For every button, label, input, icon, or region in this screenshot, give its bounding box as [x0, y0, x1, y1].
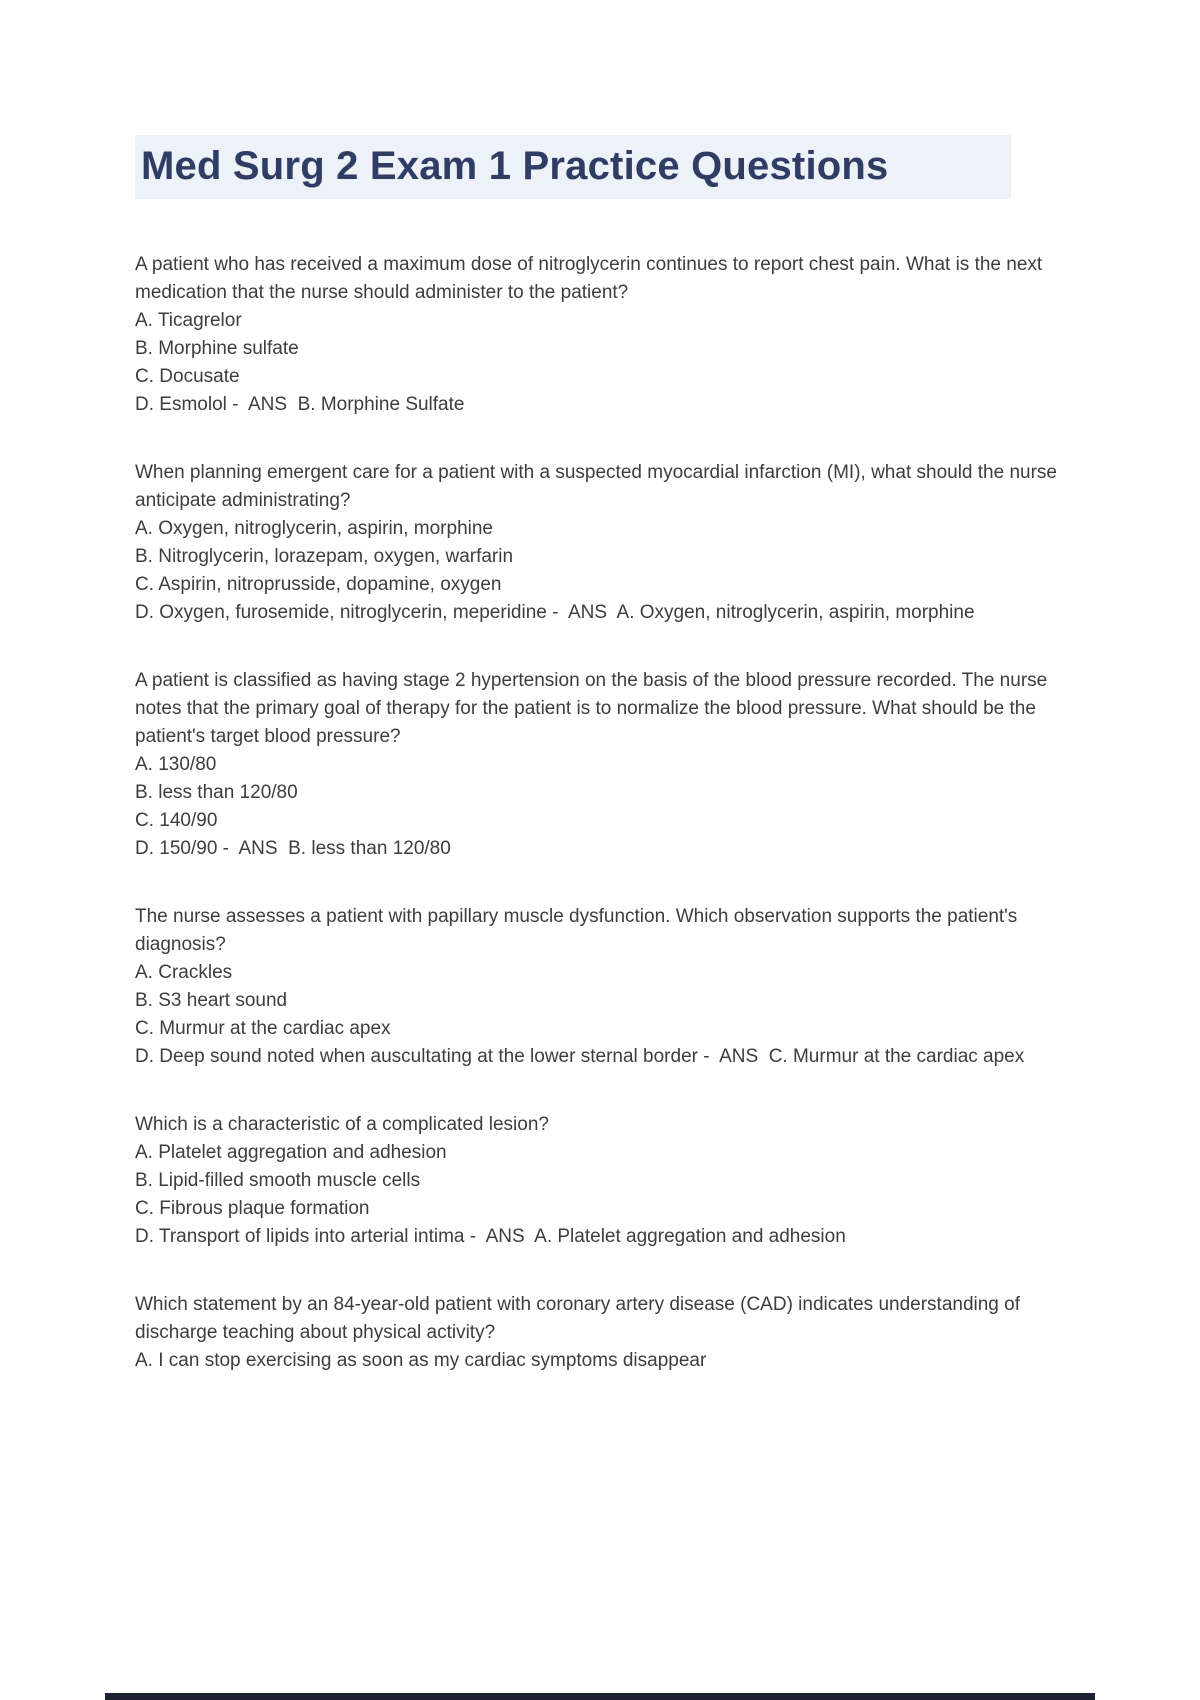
question-block-3	[135, 667, 1067, 863]
next-page-edge-bar	[105, 1693, 1095, 1700]
question-block-6	[135, 1291, 1067, 1375]
answer-option: B. S3 heart sound	[135, 990, 288, 1011]
answer-option: D. Transport of lipids into arterial intima - ANS A. Platelet aggregation and adhesion	[135, 1226, 846, 1247]
answer-option: D. Esmolol - ANS B. Morphine Sulfate	[135, 394, 465, 415]
answer-option: A. Ticagrelor	[135, 310, 242, 331]
question-text: A patient is classified as having stage 2 hypertension on the basis of the blood pressure recorded. The nurse notes that the primary goal of therapy for the patient is to normalize the blood pressure. What should be the patient's target blood pressure?	[135, 670, 1053, 747]
question-text: A patient who has received a maximum dose of nitroglycerin continues to report chest pain. What is the next medication that the nurse should administer to the patient?	[135, 254, 1048, 303]
answer-option: C. Docusate	[135, 366, 240, 387]
answer-option: B. Lipid-filled smooth muscle cells	[135, 1170, 421, 1191]
answer-option: C. Murmur at the cardiac apex	[135, 1018, 391, 1039]
question-text: The nurse assesses a patient with papillary muscle dysfunction. Which observation supports the patient's diagnosis?	[135, 906, 1023, 955]
question-text: Which statement by an 84-year-old patient with coronary artery disease (CAD) indicates understanding of discharge teaching about physical activity?	[135, 1294, 1026, 1343]
answer-option: B. less than 120/80	[135, 782, 298, 803]
question-text: When planning emergent care for a patient with a suspected myocardial infarction (MI), what should the nurse anticipate administrating?	[135, 462, 1063, 511]
answer-option: B. Morphine sulfate	[135, 338, 299, 359]
page-title: Med Surg 2 Exam 1 Practice Questions	[135, 135, 1011, 199]
answer-option: C. Fibrous plaque formation	[135, 1198, 370, 1219]
question-block-4	[135, 903, 1067, 1071]
answer-option: A. Oxygen, nitroglycerin, aspirin, morphine	[135, 518, 493, 539]
question-text: Which is a characteristic of a complicated lesion?	[135, 1114, 549, 1135]
answer-option: A. 130/80	[135, 754, 217, 775]
answer-option: D. 150/90 - ANS B. less than 120/80	[135, 838, 451, 859]
answer-option: D. Oxygen, furosemide, nitroglycerin, meperidine - ANS A. Oxygen, nitroglycerin, aspirin, morphine	[135, 602, 975, 623]
question-block-1	[135, 251, 1067, 419]
answer-option: A. Crackles	[135, 962, 233, 983]
answer-option: A. Platelet aggregation and adhesion	[135, 1142, 447, 1163]
question-block-5	[135, 1111, 1067, 1251]
answer-option: C. Aspirin, nitroprusside, dopamine, oxygen	[135, 574, 502, 595]
answer-option: B. Nitroglycerin, lorazepam, oxygen, warfarin	[135, 546, 514, 567]
answer-option: D. Deep sound noted when auscultating at the lower sternal border - ANS C. Murmur at the cardiac apex	[135, 1046, 1025, 1067]
answer-option: C. 140/90	[135, 810, 218, 831]
question-block-2	[135, 459, 1067, 627]
answer-option: A. I can stop exercising as soon as my cardiac symptoms disappear	[135, 1350, 707, 1371]
